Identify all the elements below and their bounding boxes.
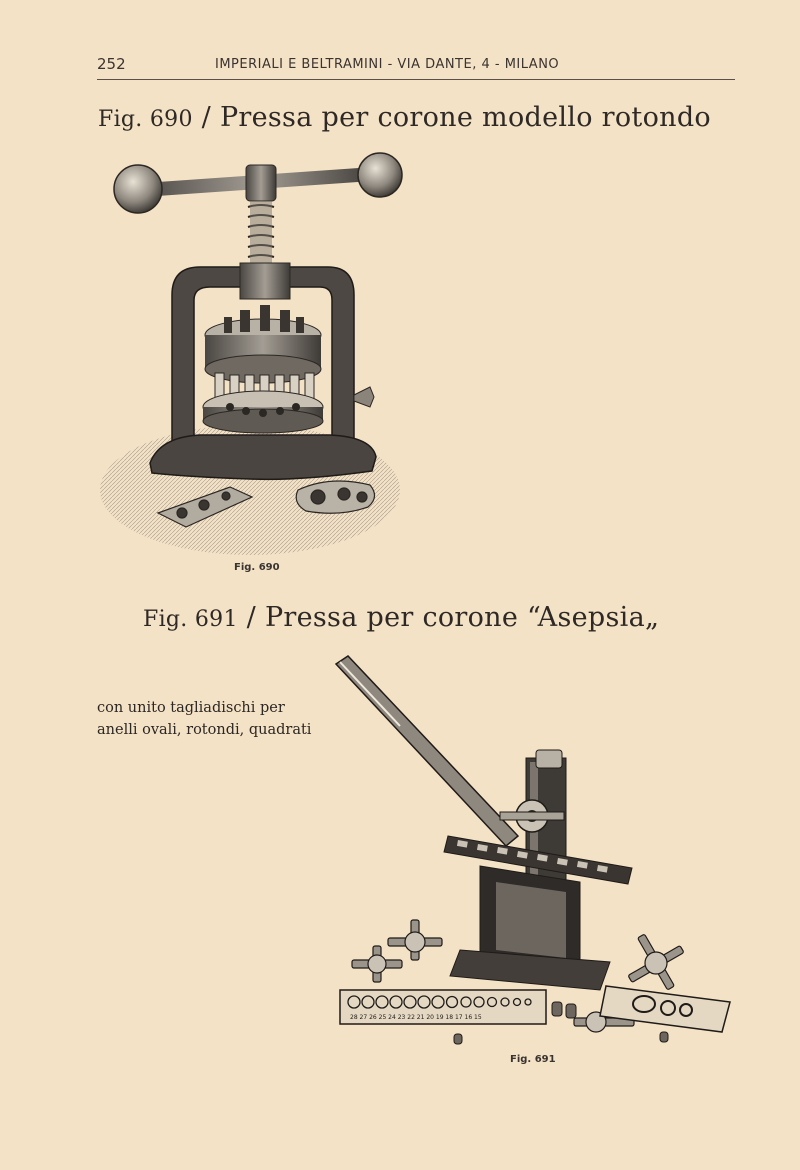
- figure-690-heading: Pressa per corone modello rotondo: [219, 102, 711, 133]
- page-number: 252: [97, 55, 126, 73]
- figure-690-number: Fig. 690: [98, 107, 193, 132]
- figure-690-caption: Fig. 690: [234, 562, 280, 573]
- header-rule: [97, 79, 735, 80]
- figure-691-description-line2: anelli ovali, rotondi, quadrati: [97, 722, 312, 738]
- figure-691-title: [143, 602, 659, 633]
- figure-691-heading: Pressa per corone “Asepsia„: [264, 602, 660, 633]
- figure-691-description-line1: con unito tagliadischi per: [97, 700, 285, 716]
- asepsia-lever-press-illustration: [330, 650, 740, 1050]
- figure-691-separator: /: [246, 602, 257, 633]
- figure-691-number: Fig. 691: [143, 607, 238, 632]
- figure-691-caption: Fig. 691: [510, 1054, 556, 1065]
- figure-691-description: [97, 697, 337, 741]
- figure-690-separator: /: [201, 102, 212, 133]
- round-crown-press-illustration: [100, 145, 410, 560]
- figure-690-title: [98, 102, 711, 133]
- punch-size-numbers: 28 27 26 25 24 23 22 21 20 19 18 17 16 15: [350, 1014, 482, 1021]
- running-header: IMPERIALI E BELTRAMINI - VIA DANTE, 4 - MILANO: [215, 57, 560, 72]
